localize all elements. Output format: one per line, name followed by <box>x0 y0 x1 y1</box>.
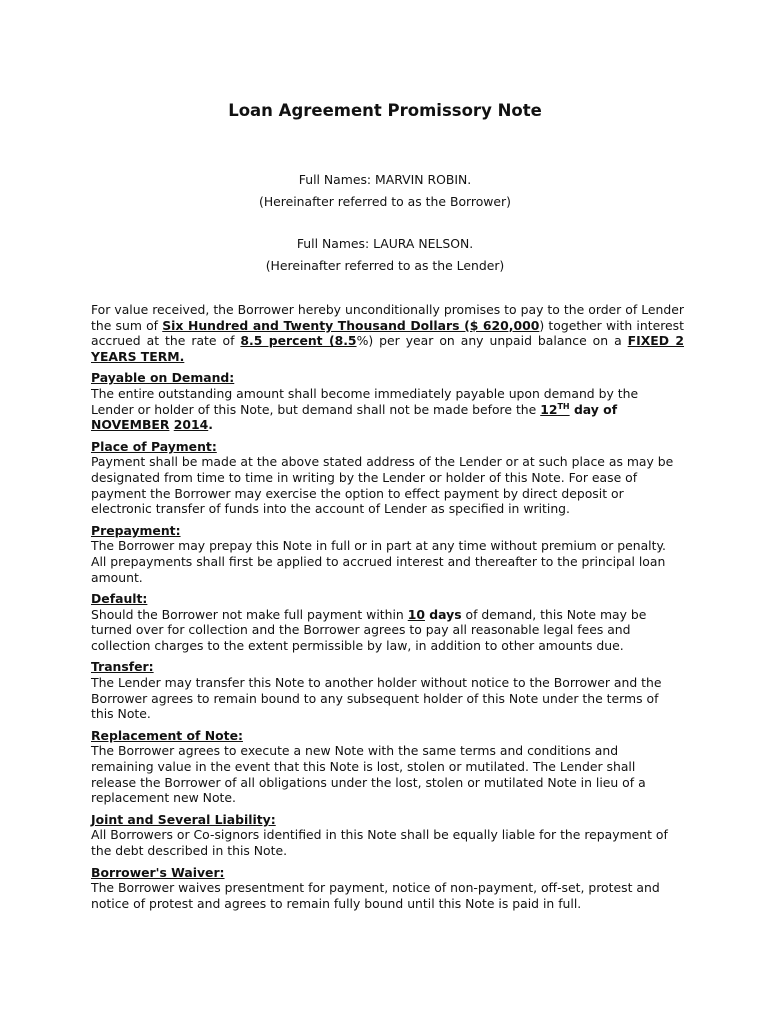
section-text: Payment shall be made at the above stated address of the Lender or at such place as may be designated from time to time in writing by the Lender or holder of this Note. For ease of payment the Borrower may exercise the option to effect payment by direct deposit or electronic transfer of funds into the account of Lender as specified in writing. <box>91 454 674 517</box>
section-place-of-payment <box>91 439 684 517</box>
demand-text-2: day of <box>569 401 618 417</box>
section-text: The Borrower agrees to execute a new Note with the same terms and conditions and remaining value in the event that this Note is lost, stolen or mutilated. The Lender shall release the Borrower of all obligations under the lost, stolen or mutilated Note in lieu of a replacement new Note. <box>91 743 646 806</box>
section-heading: Place of Payment: <box>91 438 217 454</box>
document-body <box>91 302 684 911</box>
borrower-role-line: (Hereinafter referred to as the Borrower) <box>258 194 511 209</box>
section-text: The Borrower waives presentment for payment, notice of non-payment, off-set, protest and notice of protest and agrees to remain fully bound until this Note is paid in full. <box>91 880 660 911</box>
intro-text-3: %) per year on any unpaid balance on a <box>356 333 628 349</box>
default-days-word: days <box>424 606 462 622</box>
default-text-2: of demand, this Note may be turned over for collection and the Borrower agrees to pay all reasonable legal fees and collection charges to the extent permissible by law, in addition to other amounts due. <box>91 606 647 653</box>
section-text <box>91 386 684 433</box>
section-text: All Borrowers or Co-signors identified in this Note shall be equally liable for the repayment of the debt described in this Note. <box>91 827 668 858</box>
section-borrower-waiver <box>91 865 684 912</box>
loan-term: FIXED 2 YEARS TERM. <box>91 333 685 364</box>
document-title: Loan Agreement Promissory Note <box>228 101 542 120</box>
section-joint-liability <box>91 812 684 859</box>
demand-day <box>540 402 569 417</box>
section-heading: Prepayment: <box>91 522 181 538</box>
section-payable-on-demand <box>91 370 684 432</box>
lender-name-line: Full Names: LAURA NELSON. <box>296 236 474 251</box>
demand-text-1: The entire outstanding amount shall become immediately payable upon demand by the Lender or holder of this Note, but demand shall not be made before the <box>91 385 639 417</box>
section-heading: Joint and Several Liability: <box>91 811 276 827</box>
section-text <box>91 607 684 654</box>
demand-day-suffix: TH <box>557 401 570 411</box>
section-text: The Lender may transfer this Note to another holder without notice to the Borrower and the Borrower agrees to remain bound to any subsequent holder of this Note under the terms of this Note. <box>91 675 662 722</box>
section-prepayment <box>91 523 684 585</box>
demand-day-number: 12 <box>540 401 558 417</box>
section-heading: Borrower's Waiver: <box>91 864 225 880</box>
loan-amount: Six Hundred and Twenty Thousand Dollars ($ 620,000 <box>162 317 540 333</box>
demand-year: 2014 <box>173 417 209 433</box>
default-text-1: Should the Borrower not make full payment within <box>91 606 408 622</box>
default-days-number: 10 <box>407 606 425 622</box>
section-heading: Payable on Demand: <box>91 370 235 386</box>
section-text: The Borrower may prepay this Note in full or in part at any time without premium or penalty. All prepayments shall first be applied to accrued interest and thereafter to the principal loan amount. <box>91 538 666 585</box>
intro-paragraph <box>91 302 684 364</box>
section-transfer <box>91 659 684 721</box>
section-heading: Default: <box>91 591 148 607</box>
section-replacement-of-note <box>91 728 684 806</box>
lender-role-line: (Hereinafter referred to as the Lender) <box>265 258 505 273</box>
demand-period: . <box>208 417 213 433</box>
section-heading: Transfer: <box>91 659 154 675</box>
borrower-name-line: Full Names: MARVIN ROBIN. <box>298 172 472 187</box>
demand-month: NOVEMBER <box>91 417 170 433</box>
section-heading: Replacement of Note: <box>91 727 243 743</box>
interest-rate: 8.5 percent (8.5 <box>240 333 357 349</box>
intro-text-2: ) together with interest accrued at the rate of <box>91 317 684 349</box>
section-default <box>91 591 684 653</box>
intro-text-1: For value received, the Borrower hereby unconditionally promises to pay to the order of Lender the sum of <box>91 302 684 333</box>
